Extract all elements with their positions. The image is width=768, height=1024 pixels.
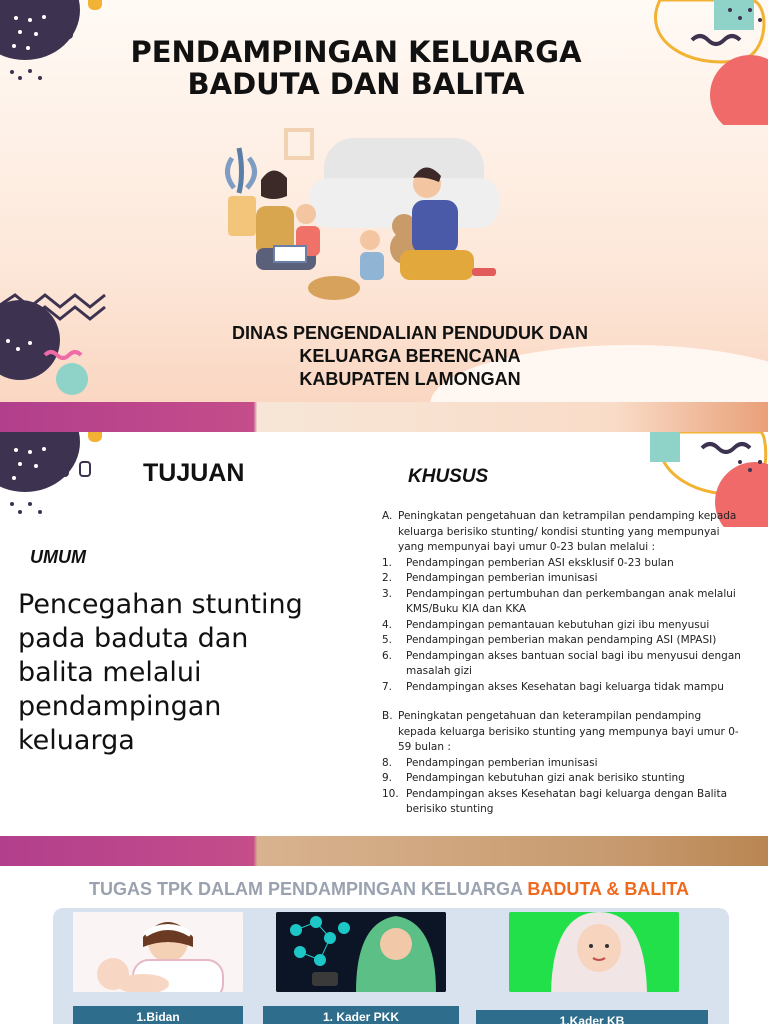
list-item: [382, 680, 742, 696]
bidan-label: 1.Bidan: [73, 1006, 243, 1024]
list-item: [382, 571, 742, 587]
list-item: [382, 649, 742, 680]
subtitle-line-2: KELUARGA BERENCANA: [299, 346, 521, 366]
bidan-card-image: [73, 912, 243, 992]
list-item: [382, 787, 742, 818]
gold-dot-decoration: [88, 0, 102, 10]
slide-2-footer-bar: [0, 836, 768, 866]
title-prefix: TUGAS TPK DALAM PENDAMPINGAN KELUARGA: [89, 879, 528, 899]
item-number: 10.: [382, 787, 399, 800]
item-number: 9.: [382, 772, 393, 784]
tujuan-heading: TUJUAN: [143, 459, 245, 487]
item-text: Pendampingan akses bantuan social bagi ibu menyusui dengan masalah gizi: [406, 649, 741, 677]
kader-kb-label: 1.Kader KB: [476, 1010, 708, 1024]
item-number: 6.: [382, 649, 393, 662]
group-a-text: Peningkatan pengetahuan dan ketrampilan pendamping kepada keluarga berisiko stunting/ kondisi stunting yang mempunyai yang mempunyai bayi umur 0-23 bulan melalui :: [398, 510, 737, 553]
item-text: Pendampingan pemberian imunisasi: [406, 572, 598, 584]
item-text: Pendampingan pemberian makan pendamping ASI (MPASI): [406, 634, 717, 646]
left-zigzag-decoration: [0, 285, 110, 405]
list-item: [382, 771, 742, 787]
family-illustration: [214, 128, 504, 303]
slide-subtitle: [190, 322, 630, 391]
item-text: Pendampingan akses Kesehatan bagi keluarga dengan Balita berisiko stunting: [406, 787, 728, 815]
slide-title: [0, 36, 712, 100]
item-number: 7.: [382, 680, 393, 693]
title-line-2: BADUTA DAN BALITA: [187, 67, 525, 101]
group-a-marker: A.: [382, 510, 393, 522]
slide-1: [0, 0, 768, 432]
list-item: [382, 587, 742, 618]
slide-3: [0, 866, 768, 1024]
group-b: [382, 709, 742, 818]
umum-heading: UMUM: [30, 547, 86, 567]
title-line-1: PENDAMPINGAN KELUARGA: [130, 35, 582, 69]
item-number: 2.: [382, 572, 393, 584]
hijab-woman-network-illustration: [276, 912, 446, 992]
item-text: Pendampingan pemberian ASI eksklusif 0-23 bulan: [406, 556, 674, 569]
kader-kb-card-image: [509, 912, 679, 992]
dots-decoration: [6, 440, 96, 520]
subtitle-line-1: DINAS PENGENDALIAN PENDUDUK DAN: [231, 323, 589, 343]
item-text: Pendampingan pemantauan kebutuhan gizi ibu menyusui: [406, 618, 710, 631]
khusus-list: [382, 509, 742, 818]
title-accent: BADUTA & BALITA: [527, 879, 689, 899]
item-number: 3.: [382, 587, 393, 600]
list-item: [382, 633, 742, 649]
hijab-woman-illustration: [509, 912, 679, 992]
khusus-heading: KHUSUS: [408, 466, 489, 487]
group-b-marker: B.: [382, 710, 393, 722]
subtitle-line-3: KABUPATEN LAMONGAN: [299, 369, 521, 389]
item-text: Pendampingan kebutuhan gizi anak berisiko stunting: [406, 772, 685, 784]
list-item: [382, 618, 742, 634]
item-number: 5.: [382, 634, 393, 646]
kader-pkk-card-image: [276, 912, 446, 992]
gold-dot-decoration: [88, 432, 102, 442]
slide-2: [0, 432, 768, 836]
kader-pkk-label: 1. Kader PKK: [263, 1006, 459, 1024]
item-number: 1.: [382, 556, 393, 569]
group-a: [382, 509, 742, 695]
item-text: Pendampingan akses Kesehatan bagi keluarga tidak mampu: [406, 680, 724, 693]
item-text: Pendampingan pemberian imunisasi: [406, 756, 598, 769]
item-number: 4.: [382, 618, 393, 631]
item-text: Pendampingan pertumbuhan dan perkembangan anak melalui KMS/Buku KIA dan KKA: [406, 587, 736, 615]
nurse-baby-illustration: [73, 912, 243, 992]
list-item: [382, 556, 742, 572]
list-item: [382, 756, 742, 772]
item-number: 8.: [382, 756, 393, 769]
umum-text: Pencegahan stunting pada baduta dan balita melalui pendampingan keluarga: [18, 589, 303, 756]
group-b-text: Peningkatan pengetahuan dan keterampilan pendamping kepada keluarga berisiko stunting yang mempunya bayi umur 0-59 bulan :: [398, 710, 739, 753]
slide-1-footer-bar: [0, 402, 768, 432]
slide-3-title: [0, 879, 768, 900]
